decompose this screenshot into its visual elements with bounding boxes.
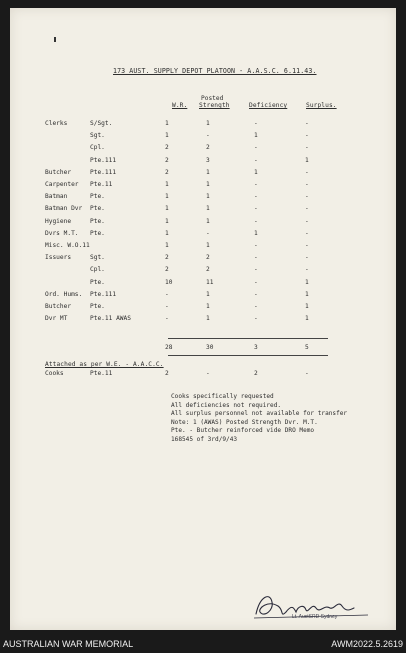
document-page <box>10 8 396 630</box>
row-category: Batman Dvr <box>45 205 83 213</box>
row-wr: 1 <box>165 229 169 237</box>
row-deficiency: - <box>254 266 258 274</box>
row-wr: 2 <box>165 254 169 262</box>
signature-image <box>250 588 380 628</box>
header-surplus: Surplus. <box>306 102 337 109</box>
row-deficiency: - <box>254 303 258 310</box>
table-row <box>10 242 396 252</box>
table-row <box>10 279 396 289</box>
row-deficiency: 1 <box>254 168 258 176</box>
row-surplus: - <box>305 205 309 213</box>
row-surplus: - <box>305 229 309 237</box>
row-deficiency: 1 <box>254 229 258 237</box>
row-rank: Cpl. <box>90 144 105 152</box>
row-wr: 1 <box>165 242 169 249</box>
row-rank: Pte.11 AWAS <box>90 315 131 323</box>
row-surplus: 1 <box>305 156 309 164</box>
note-line: 168545 of 3rd/9/43 <box>171 435 238 443</box>
row-wr: - <box>165 303 169 310</box>
table-row <box>10 144 396 154</box>
attached-row <box>10 370 396 380</box>
row-rank: S/Sgt. <box>90 120 113 127</box>
row-surplus: - <box>305 266 309 274</box>
total-strength: 30 <box>206 344 214 351</box>
row-deficiency: - <box>254 254 258 262</box>
header-strength: Strength <box>199 102 230 109</box>
archive-footer <box>0 636 406 653</box>
row-deficiency: - <box>254 156 258 164</box>
row-deficiency: - <box>254 278 258 286</box>
row-surplus: - <box>305 132 309 140</box>
row-strength: 1 <box>206 193 210 201</box>
row-strength: 1 <box>206 303 210 310</box>
row-surplus: - <box>305 168 309 176</box>
row-wr: - <box>165 315 169 323</box>
row-deficiency: 1 <box>254 132 258 140</box>
row-rank: Pte. <box>90 229 105 237</box>
row-rank: Pte. <box>90 205 105 213</box>
row-surplus: - <box>305 242 309 249</box>
row-wr: 2 <box>165 144 169 152</box>
table-row <box>10 218 396 228</box>
total-wr: 28 <box>165 344 173 351</box>
row-strength: 1 <box>206 168 210 176</box>
signature-caption: Lt. AustSRD Sydney <box>292 614 338 620</box>
row-rank: Pte. <box>90 278 105 286</box>
row-wr: 1 <box>165 132 169 140</box>
attached-category: Cooks <box>45 370 64 377</box>
note-line: All surplus personnel not available for transfer <box>171 410 348 418</box>
row-surplus: 1 <box>305 290 309 298</box>
table-row <box>10 230 396 240</box>
row-rank: Pte.11 <box>90 181 113 188</box>
row-surplus: - <box>305 254 309 262</box>
row-rank: Pte. <box>90 193 105 201</box>
row-rank: Pte.111 <box>90 168 117 176</box>
header-deficiency: Deficiency <box>249 102 288 109</box>
row-rank: Pte.111 <box>90 290 117 298</box>
note-line: Cooks specifically requested <box>171 393 274 400</box>
ink-mark <box>54 37 56 42</box>
row-category: Ord. Hums. <box>45 290 83 298</box>
table-row <box>10 315 396 325</box>
row-wr: 1 <box>165 217 169 225</box>
row-rank: Pte.111 <box>90 156 117 164</box>
row-deficiency: - <box>254 242 258 249</box>
row-surplus: 1 <box>305 278 309 286</box>
row-category: Issuers <box>45 254 72 262</box>
row-wr: 2 <box>165 156 169 164</box>
row-strength: 2 <box>206 254 210 262</box>
row-strength: 1 <box>206 315 210 323</box>
row-strength: 1 <box>206 290 210 298</box>
row-deficiency: - <box>254 120 258 127</box>
row-wr: 2 <box>165 168 169 176</box>
row-deficiency: - <box>254 181 258 188</box>
row-strength: 1 <box>206 205 210 213</box>
row-category: Butcher <box>45 168 72 176</box>
table-row <box>10 205 396 215</box>
table-row <box>10 169 396 179</box>
note-line: All deficiencies not required. <box>171 401 282 409</box>
table-row <box>10 266 396 276</box>
row-category: Misc. W.O.11 <box>45 242 90 249</box>
row-strength: 1 <box>206 217 210 225</box>
table-row <box>10 120 396 130</box>
row-deficiency: - <box>254 315 258 323</box>
attached-surplus: - <box>305 370 309 377</box>
row-deficiency: - <box>254 193 258 201</box>
row-surplus: - <box>305 144 309 152</box>
attached-heading: Attached as per W.E. - A.A.C.C. <box>45 361 164 368</box>
footer-accession-number: AWM2022.5.2619 <box>331 639 403 649</box>
totals-row <box>10 344 396 354</box>
row-wr: 2 <box>165 266 169 274</box>
attached-wr: 2 <box>165 370 169 377</box>
row-rank: Sgt. <box>90 254 105 262</box>
row-category: Clerks <box>45 120 68 127</box>
row-strength: 1 <box>206 242 210 249</box>
row-deficiency: - <box>254 205 258 213</box>
note-line: Note: 1 (AWAS) Posted Strength Dvr. M.T. <box>171 418 318 426</box>
row-surplus: 1 <box>305 315 309 323</box>
row-surplus: - <box>305 193 309 201</box>
notes-block <box>171 393 347 445</box>
row-deficiency: - <box>254 144 258 152</box>
row-surplus: - <box>305 217 309 225</box>
row-category: Hygiene <box>45 217 72 225</box>
row-surplus: - <box>305 181 309 188</box>
total-deficiency: 3 <box>254 344 258 351</box>
table-row <box>10 254 396 264</box>
row-strength: 2 <box>206 266 210 274</box>
row-wr: 10 <box>165 278 173 286</box>
row-strength: 1 <box>206 181 210 188</box>
row-category: Batman <box>45 193 68 201</box>
row-category: Carpenter <box>45 181 79 188</box>
attached-strength: - <box>206 370 210 377</box>
row-wr: - <box>165 290 169 298</box>
row-wr: 1 <box>165 181 169 188</box>
footer-institution: AUSTRALIAN WAR MEMORIAL <box>3 639 134 649</box>
row-wr: 1 <box>165 193 169 201</box>
row-rank: Pte. <box>90 217 105 225</box>
row-strength: 2 <box>206 144 210 152</box>
row-strength: 11 <box>206 278 214 286</box>
totals-rule-top <box>168 338 328 339</box>
row-strength: - <box>206 132 210 140</box>
header-wr: W.R. <box>172 102 188 109</box>
totals-rule-bottom <box>168 355 328 356</box>
row-category: Dvrs M.T. <box>45 229 79 237</box>
row-wr: 1 <box>165 205 169 213</box>
note-line: Pte. - Butcher reinforced vide DRO Memo <box>171 427 315 435</box>
row-category: Butcher <box>45 303 72 310</box>
row-category: Dvr MT <box>45 315 68 323</box>
table-row <box>10 193 396 203</box>
row-deficiency: - <box>254 290 258 298</box>
row-strength: - <box>206 229 210 237</box>
table-row <box>10 291 396 301</box>
row-deficiency: - <box>254 217 258 225</box>
table-row <box>10 157 396 167</box>
signature-block <box>250 588 380 628</box>
row-wr: 1 <box>165 120 169 127</box>
row-rank: Pte. <box>90 303 105 310</box>
row-surplus: 1 <box>305 303 309 310</box>
attached-deficiency: 2 <box>254 370 258 377</box>
attached-rank: Pte.11 <box>90 370 113 377</box>
table-row <box>10 132 396 142</box>
table-row <box>10 181 396 191</box>
row-rank: Cpl. <box>90 266 105 274</box>
row-rank: Sgt. <box>90 132 105 140</box>
row-surplus: - <box>305 120 309 127</box>
document-title: 173 AUST. SUPPLY DEPOT PLATOON - A.A.S.C. 6.11.43. <box>113 67 317 75</box>
row-strength: 3 <box>206 156 210 164</box>
header-posted: Posted <box>201 95 224 102</box>
row-strength: 1 <box>206 120 210 127</box>
table-row <box>10 303 396 313</box>
total-surplus: 5 <box>305 344 309 351</box>
